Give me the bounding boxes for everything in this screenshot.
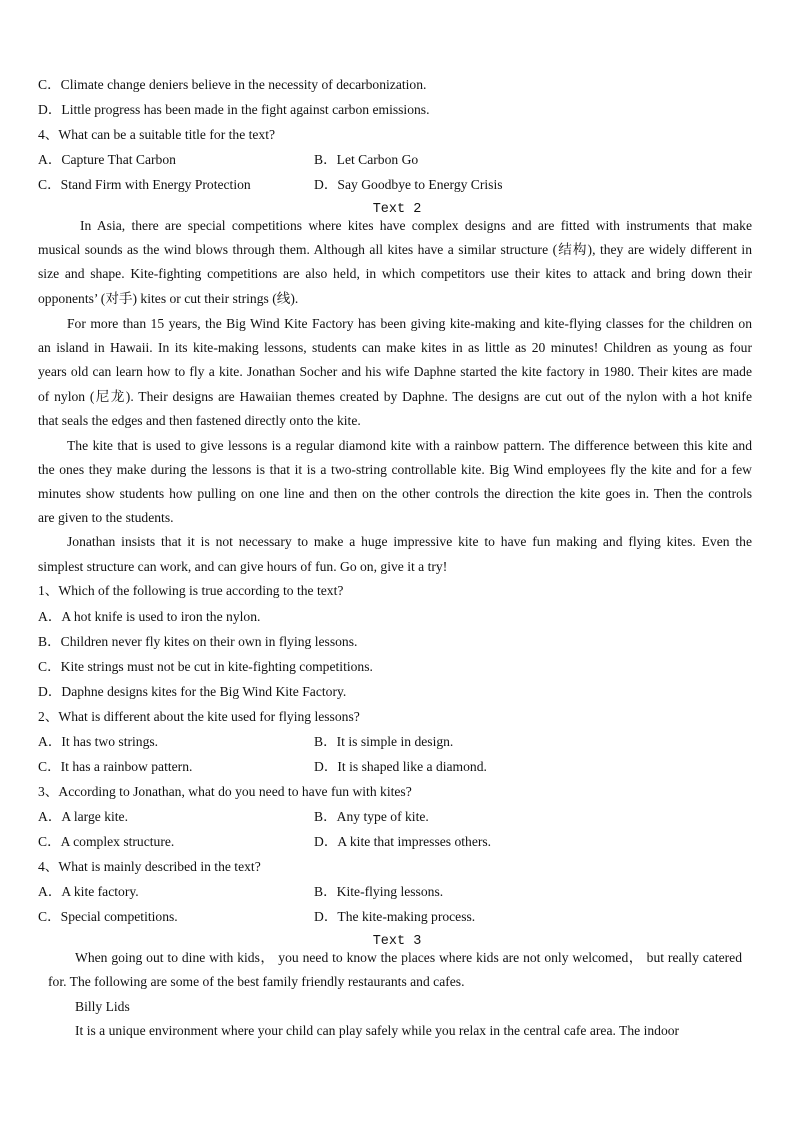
paragraph-line: an island in Hawaii. In its kite-making lessons, students can make kites in as little as 20 minutes! Children as young as four	[38, 340, 752, 355]
option-row	[38, 177, 752, 193]
paragraph-line: Jonathan insists that it is not necessary to make a huge impressive kite to have fun making and flying kites. Even the	[67, 534, 752, 549]
option-row	[38, 734, 752, 750]
option: B．Any type of kite.	[314, 809, 429, 824]
section-heading: Text 2	[372, 202, 422, 217]
option: A．A hot knife is used to iron the nylon.	[38, 609, 261, 624]
option: D．Daphne designs kites for the Big Wind Kite Factory.	[38, 684, 347, 699]
question: 1、Which of the following is true according to the text?	[38, 583, 344, 598]
option-row	[38, 759, 752, 775]
paragraph-line: minutes show students how pulling on one line and then on the other controls the direction the kite goes in. Then the controls	[38, 486, 752, 501]
option: C．It has a rainbow pattern.	[38, 759, 193, 774]
paragraph-line: opponents’ (对手) kites or cut their strings (线).	[38, 291, 299, 306]
option-row	[38, 834, 752, 850]
option: D．Little progress has been made in the fight against carbon emissions.	[38, 102, 430, 117]
option-row	[38, 809, 752, 825]
option: A．It has two strings.	[38, 734, 159, 749]
option: D．It is shaped like a diamond.	[314, 759, 487, 774]
option-row	[38, 909, 752, 925]
option-row	[38, 884, 752, 900]
paragraph-line: of nylon (尼龙). Their designs are Hawaiian themes created by Daphne. The designs are cut out of the nylon with a hot knife	[38, 389, 752, 404]
option: C．Kite strings must not be cut in kite-fighting competitions.	[38, 659, 373, 674]
option: D．Say Goodbye to Energy Crisis	[314, 177, 503, 192]
option: A．A kite factory.	[38, 884, 139, 899]
paragraph-line: The kite that is used to give lessons is a regular diamond kite with a rainbow pattern. The difference between this kite and	[67, 438, 752, 453]
paragraph-line: size and shape. Kite-fighting competitions are also held, in which competitors use their kites to attack and bring down their	[38, 266, 752, 281]
section-heading: Text 3	[372, 934, 422, 949]
option: B．It is simple in design.	[314, 734, 454, 749]
option: A．A large kite.	[38, 809, 128, 824]
paragraph-line: musical sounds as the wind blows through them. Although all kites have a similar structure (结构), they are widely different in	[38, 242, 752, 257]
option: C．Special competitions.	[38, 909, 178, 924]
paragraph-line: It is a unique environment where your child can play safely while you relax in the central cafe area. The indoor	[75, 1023, 680, 1038]
question: 2、What is different about the kite used for flying lessons?	[38, 709, 360, 724]
option: C．Stand Firm with Energy Protection	[38, 177, 251, 192]
question: 4、What is mainly described in the text?	[38, 859, 261, 874]
option: A．Capture That Carbon	[38, 152, 176, 167]
paragraph-line: When going out to dine with kids， you need to know the places where kids are not only welcomed， but really catered	[75, 950, 742, 965]
question: 3、According to Jonathan, what do you need to have fun with kites?	[38, 784, 412, 799]
paragraph-line: In Asia, there are special competitions where kites have complex designs and are fitted with instruments that make	[80, 218, 752, 233]
option: D．The kite-making process.	[314, 909, 476, 924]
option: C．Climate change deniers believe in the necessity of decarbonization.	[38, 77, 427, 92]
option: B．Kite-flying lessons.	[314, 884, 444, 899]
option: B．Let Carbon Go	[314, 152, 419, 167]
paragraph-line: For more than 15 years, the Big Wind Kite Factory has been giving kite-making and kite-flying classes for the children on	[67, 316, 752, 331]
paragraph-line: years old can learn how to fly a kite. Jonathan Socher and his wife Daphne started the kite factory in 1980. Their kites are made	[38, 364, 752, 379]
paragraph-line: Billy Lids	[75, 999, 130, 1014]
paragraph-line: for. The following are some of the best family friendly restaurants and cafes.	[48, 974, 465, 989]
option: C．A complex structure.	[38, 834, 175, 849]
option-row	[38, 152, 752, 168]
paragraph-line: that seals the edges and then fastened directly onto the kite.	[38, 413, 361, 428]
paragraph-line: the ones they make during the lessons is that it is a two-string controllable kite. Big Wind employees fly the kite and for a few	[38, 462, 752, 477]
question: 4、What can be a suitable title for the text?	[38, 127, 276, 142]
option: B．Children never fly kites on their own in flying lessons.	[38, 634, 358, 649]
option: D．A kite that impresses others.	[314, 834, 492, 849]
paragraph-line: simplest structure can work, and can give hours of fun. Go on, give it a try!	[38, 559, 448, 574]
paragraph-line: are given to the students.	[38, 510, 174, 525]
